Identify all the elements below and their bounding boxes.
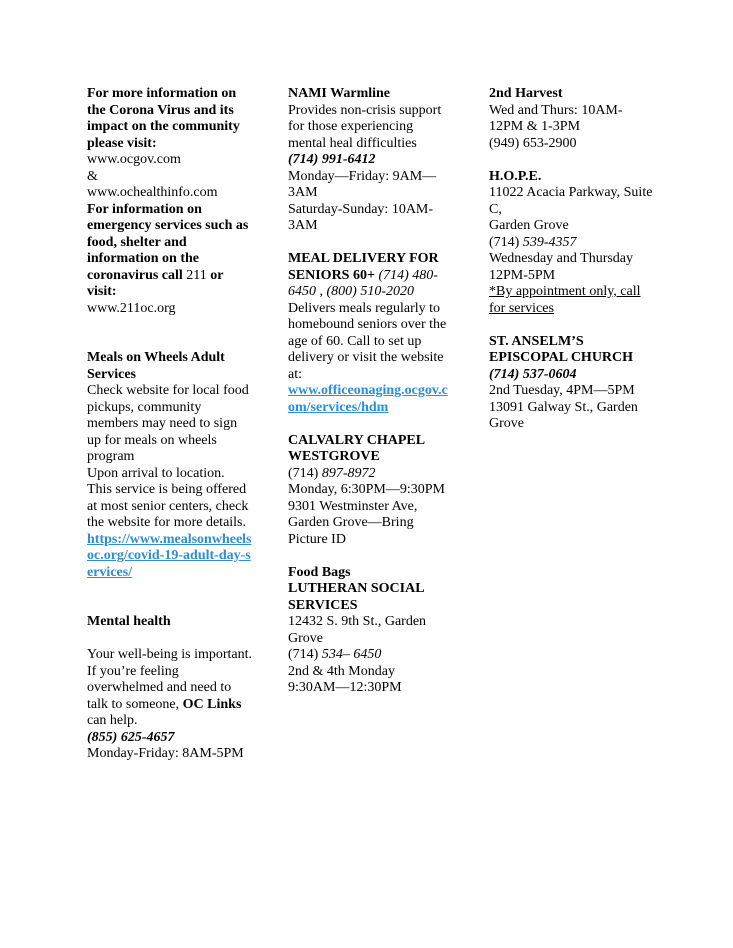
harvest-title: 2nd Harvest [489,86,563,101]
harvest-phone: (949) 653-2900 [489,135,577,151]
hope-days: Wednesday and Thursday 12PM-5PM [489,251,634,283]
lutheran-hours: 9:30AM—12:30PM [288,680,402,695]
lutheran-phone: (714) 534– 6450 [288,647,382,662]
anselm-phone: (714) 537-0604 [489,366,577,382]
lutheran-days: 2nd & 4th Monday [288,663,395,679]
mental-health-hours: Monday-Friday: 8AM-5PM [87,746,244,761]
mental-health-body: Your well-being is important. [87,647,253,662]
nami-hours: Monday—Friday: 9AM—3AM [288,168,437,200]
column-left [87,86,252,763]
hope-city: Garden Grove [489,218,569,233]
mow-link[interactable]: https://www.mealsonwheelsoc.org/covid-19-adult-day-services/ [87,531,252,580]
nami-phone: (714) 991-6412 [288,152,376,167]
calvary-phone: (714) 897-8972 [288,465,376,481]
anselm-hours: 2nd Tuesday, 4PM—5PM [489,383,635,398]
hope-title: H.O.P.E. [489,168,542,184]
anselm-address: 13091 Galway St., Garden Grove [489,399,638,431]
mow-body-2: Upon arrival to location. This service is being offered at most senior centers, check the website for more details. [87,465,249,530]
calvary-hours: Monday, 6:30PM—9:30PM [288,482,446,497]
column-middle [288,86,453,697]
meal-delivery-title: MEAL DELIVERY FOR SENIORS 60+ (714) 480-6450 , (800) 510-2020 [288,251,439,299]
harvest-hours: Wed and Thurs: 10AM-12PM & 1-3PM [489,102,623,134]
lutheran-title: LUTHERAN SOCIAL SERVICES [288,581,424,613]
mental-health-phone: (855) 625-4657 [87,729,175,745]
calvary-title: CALVALRY CHAPEL WESTGROVE [288,432,425,464]
meal-delivery-link[interactable]: www.officeonaging.ocgov.com/services/hdm [288,383,448,415]
emergency-heading: For information on emergency services such as food, shelter and information on the coronavirus call 211 or visit: [87,201,249,299]
mental-health-body-2: If you’re feeling overwhelmed and need to talk to someone, OC Links can help. [87,663,242,728]
lutheran-address: 12432 S. 9th St., Garden Grove [288,614,427,646]
nami-body: Provides non-crisis support for those experiencing mental heal difficulties [288,102,442,151]
mow-body: Check website for local food pickups, community members may need to sign up for meals on wheels program [87,383,249,464]
nami-hours-weekend: Saturday-Sunday: 10AM-3AM [288,201,434,233]
nami-title: NAMI Warmline [288,86,391,101]
hope-phone: (714) 539-4357 [489,234,577,250]
mental-health-title: Mental health [87,614,171,629]
column-right [489,86,654,433]
info-heading: For more information on the Corona Virus and its impact on the community please visit: [87,86,240,151]
mow-title: Meals on Wheels Adult Services [87,350,225,382]
hope-note: *By appointment only, call for services [489,284,641,316]
anselm-title: ST. ANSELM’S EPISCOPAL CHURCH [489,333,634,365]
food-bags-title: Food Bags [288,564,351,580]
meal-delivery-body: Delivers meals regularly to homebound seniors over the age of 60. Call to set up delivery or visit the website at: [288,300,447,382]
ocgov-url: www.ocgov.com [87,152,181,167]
ochealthinfo-url: www.ochealthinfo.com [87,185,218,200]
ampersand: & [87,168,98,184]
calvary-address: 9301 Westminster Ave, Garden Grove—Bring Picture ID [288,498,418,547]
211oc-url: www.211oc.org [87,300,176,316]
hope-address: 11022 Acacia Parkway, Suite C, [489,185,653,217]
